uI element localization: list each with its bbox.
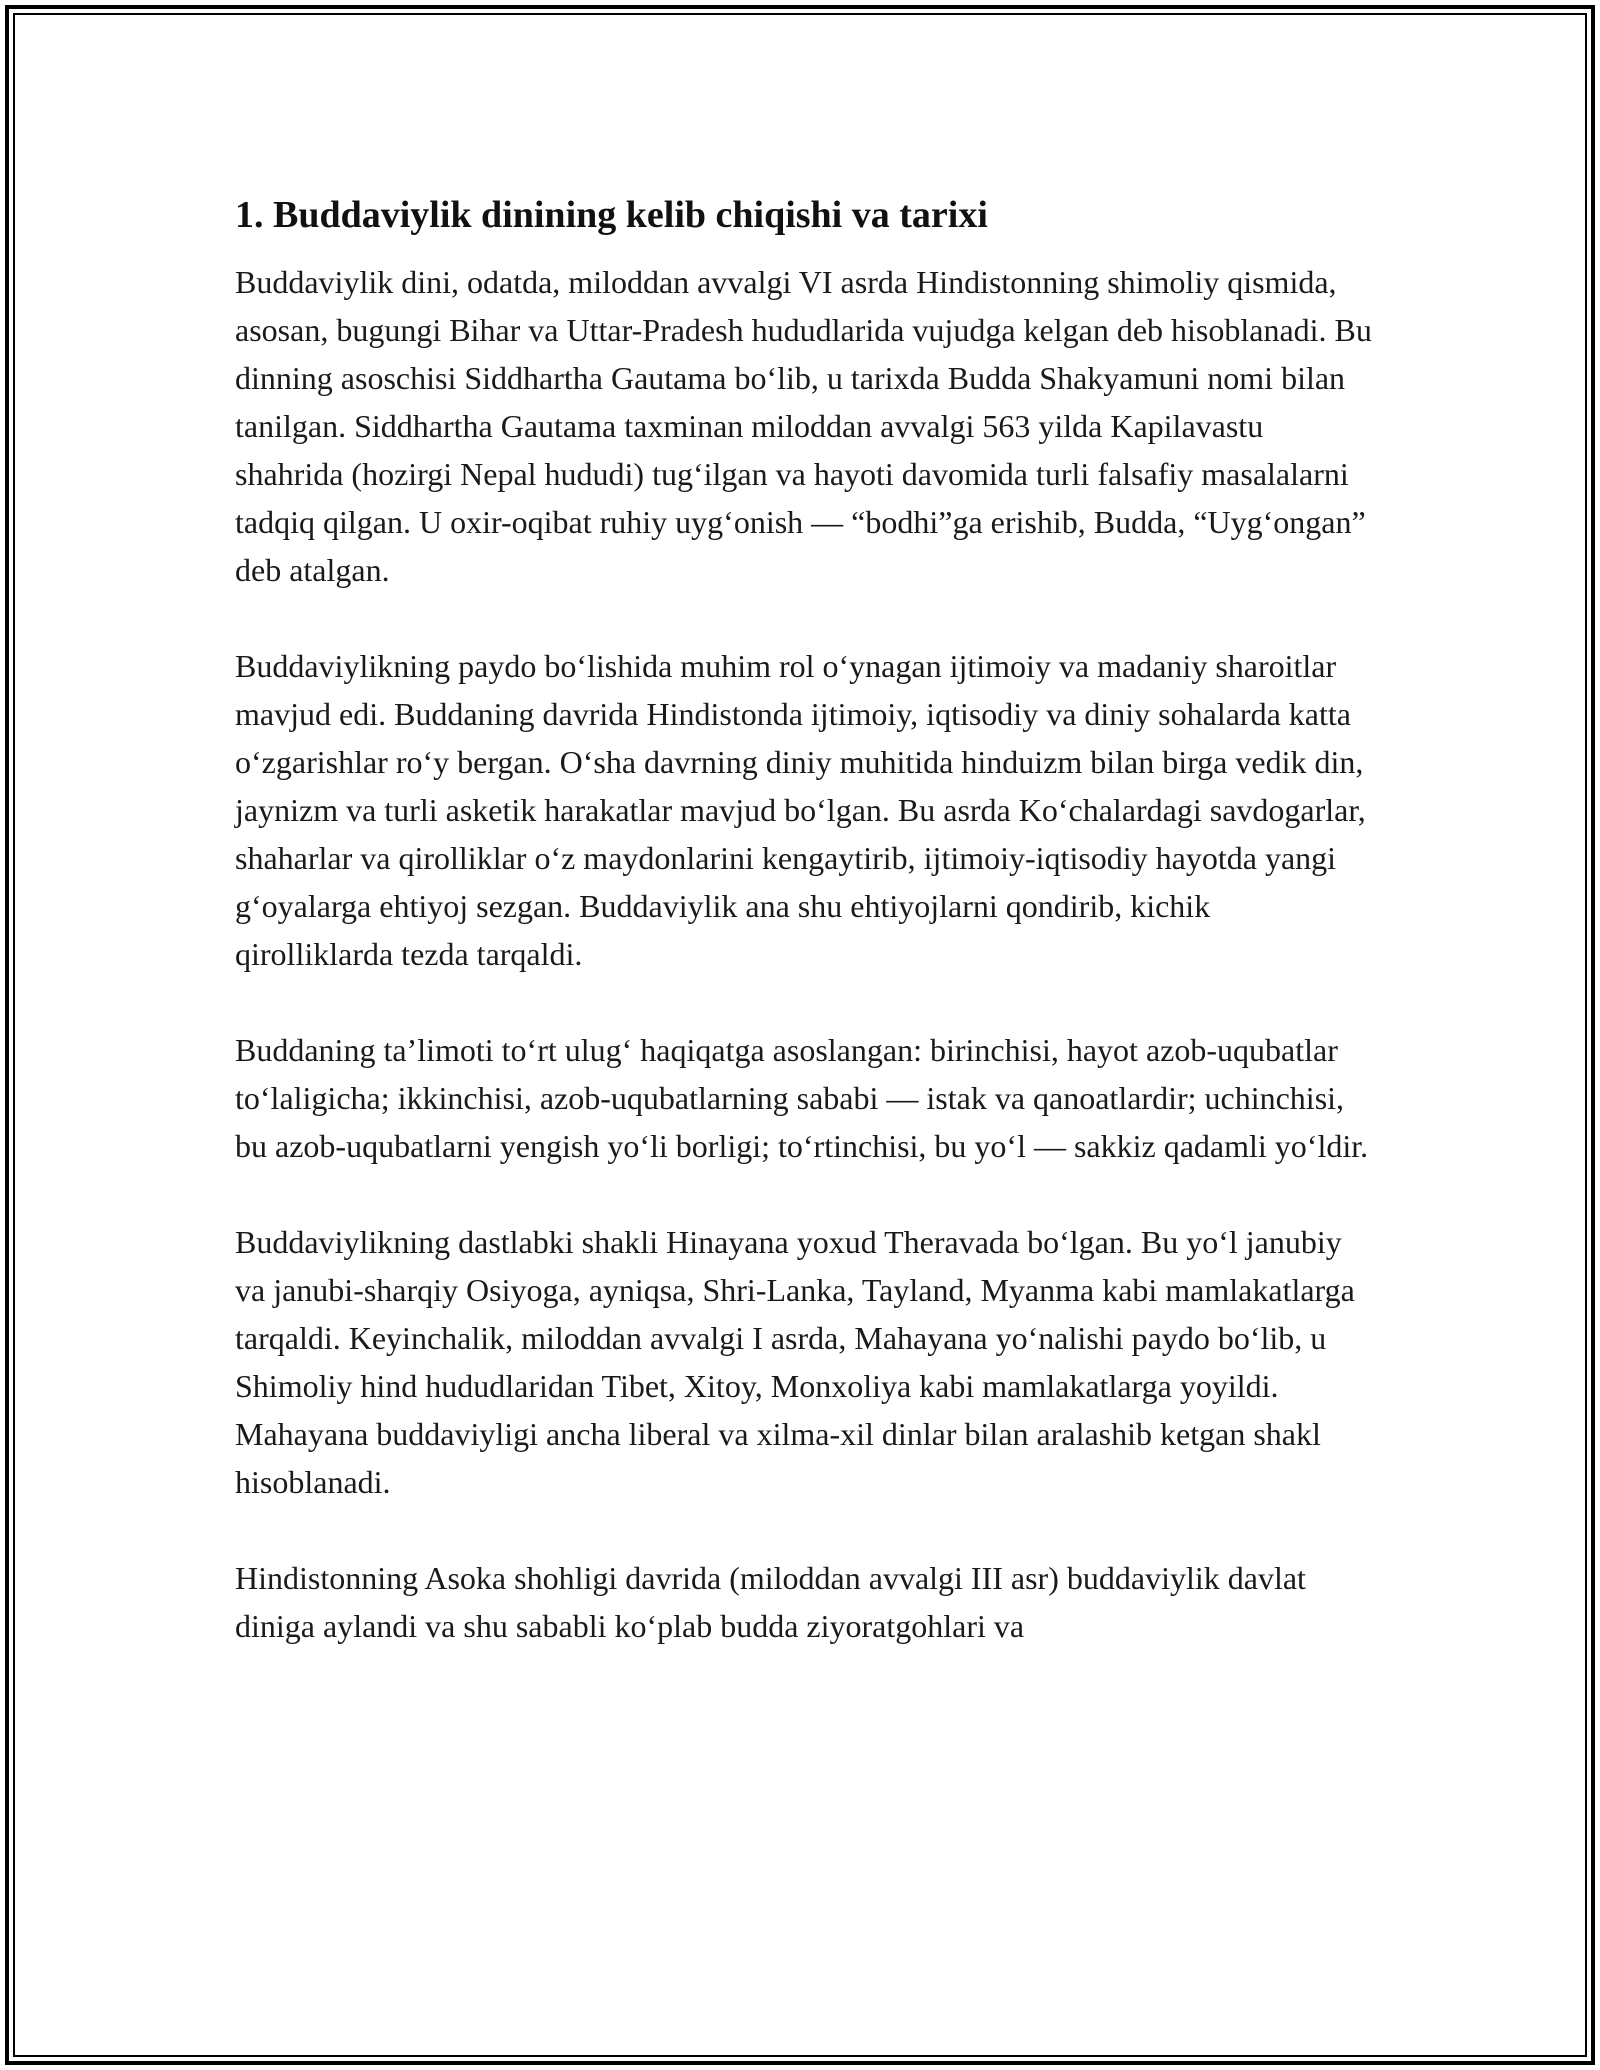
paragraph-3: Buddaning ta’limoti to‘rt ulug‘ haqiqatga asoslangan: birinchisi, hayot azob-uqubatlar to‘laligicha; ikkinchisi, azob-uqubatlarning sababi — istak va qanoatlardir; uchinchisi, bu azob-uqubatlarni yengish yo‘li borligi; to‘rtinchisi, bu yo‘l — sakkiz qadamli yo‘ldir. bbox=[235, 1032, 1369, 1164]
section-heading: 1. Buddaviylik dinining kelib chiqishi va tarixi bbox=[235, 194, 988, 236]
paragraph-2: Buddaviylikning paydo bo‘lishida muhim rol o‘ynagan ijtimoiy va madaniy sharoitlar mavjud edi. Buddaning davrida Hindistonda ijtimoiy, iqtisodiy va diniy sohalarda katta o‘zgarishlar ro‘y bergan. O‘sha davrning diniy muhitida hinduizm bilan birga vedik din, jaynizm va turli asketik harakatlar mavjud bo‘lgan. Bu asrda Ko‘chalardagi savdogarlar, shaharlar va qirolliklar o‘z maydonlarini kengaytirib, ijtimoiy-iqtisodiy hayotda yangi g‘oyalarga ehtiyoj sezgan. Buddaviylik ana shu ehtiyojlarni qondirib, kichik qirolliklarda tezda tarqaldi. bbox=[235, 648, 1366, 972]
document-body bbox=[235, 190, 1375, 1698]
paragraph-1: Buddaviylik dini, odatda, miloddan avvalgi VI asrda Hindistonning shimoliy qismida, asosan, bugungi Bihar va Uttar-Pradesh hududlarida vujudga kelgan deb hisoblanadi. Bu dinning asoschisi Siddhartha Gautama bo‘lib, u tarixda Budda Shakyamuni nomi bilan tanilgan. Siddhartha Gautama taxminan miloddan avvalgi 563 yilda Kapilavastu shahrida (hozirgi Nepal hududi) tug‘ilgan va hayoti davomida turli falsafiy masalalarni tadqiq qilgan. U oxir-oqibat ruhiy uyg‘onish — “bodhi”ga erishib, Budda, “Uyg‘ongan” deb atalgan. bbox=[235, 264, 1372, 588]
paragraph-4: Buddaviylikning dastlabki shakli Hinayana yoxud Theravada bo‘lgan. Bu yo‘l janubiy va janubi-sharqiy Osiyoga, ayniqsa, Shri-Lanka, Tayland, Myanma kabi mamlakatlarga tarqaldi. Keyinchalik, miloddan avvalgi I asrda, Mahayana yo‘nalishi paydo bo‘lib, u Shimoliy hind hududlaridan Tibet, Xitoy, Monxoliya kabi mamlakatlarga yoyildi. Mahayana buddaviyligi ancha liberal va xilma-xil dinlar bilan aralashib ketgan shakl hisoblanadi. bbox=[235, 1224, 1355, 1500]
paragraph-5: Hindistonning Asoka shohligi davrida (miloddan avvalgi III asr) buddaviylik davlat diniga aylandi va shu sababli ko‘plab budda ziyoratgohlari va bbox=[235, 1560, 1306, 1644]
